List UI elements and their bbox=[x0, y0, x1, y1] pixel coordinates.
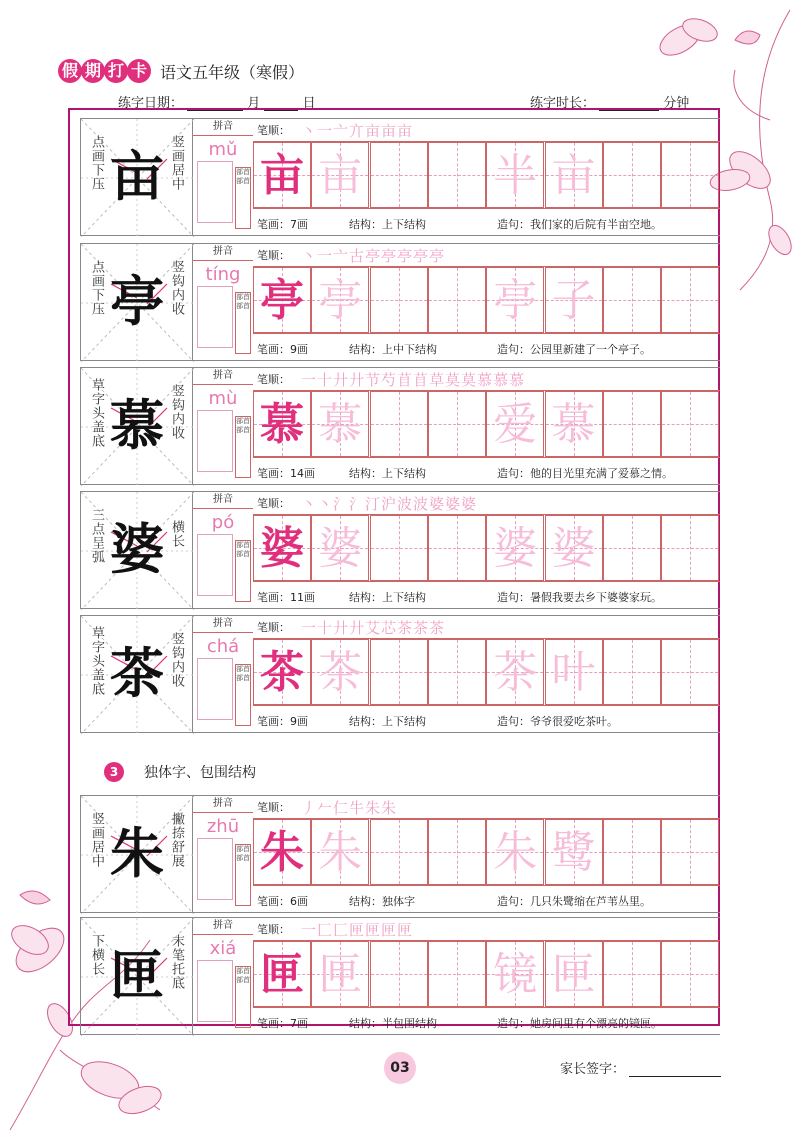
stroke-order-row bbox=[253, 118, 720, 142]
practice-cell[interactable] bbox=[661, 515, 719, 581]
model-character: 朱 bbox=[260, 827, 304, 878]
trace-character: 亭 bbox=[318, 275, 363, 326]
time-unit: 分钟 bbox=[663, 96, 690, 111]
trace-character: 鹭 bbox=[551, 827, 596, 878]
character-practice-block bbox=[80, 615, 720, 733]
practice-grid bbox=[253, 941, 720, 1007]
practice-cell[interactable] bbox=[545, 267, 603, 333]
character-practice-block bbox=[80, 491, 720, 609]
pinyin-label: 拼音 bbox=[193, 119, 253, 136]
writing-tip-right: 竖画居中 bbox=[169, 135, 184, 191]
practice-cell[interactable] bbox=[253, 941, 311, 1007]
stroke-order-label: 笔顺： bbox=[257, 621, 290, 634]
section-number: 3 bbox=[104, 762, 124, 782]
practice-cell[interactable] bbox=[428, 267, 486, 333]
main-character: 亩 bbox=[110, 144, 164, 208]
stroke-count: 笔画：9画 bbox=[257, 343, 308, 356]
practice-cell[interactable] bbox=[311, 391, 369, 457]
example-sentence: 造句：他的目光里充满了爱慕之情。 bbox=[497, 467, 673, 480]
practice-cell[interactable] bbox=[545, 941, 603, 1007]
writing-tip-left: 下横长 bbox=[89, 934, 104, 976]
radical-label: 部首部首 bbox=[235, 167, 251, 229]
trace-character: 半 bbox=[493, 150, 538, 201]
practice-cell[interactable] bbox=[311, 819, 369, 885]
practice-cell[interactable] bbox=[428, 391, 486, 457]
stroke-order-row bbox=[253, 491, 720, 515]
practice-cell[interactable] bbox=[545, 515, 603, 581]
stroke-order-row bbox=[253, 917, 720, 941]
practice-cell[interactable] bbox=[311, 515, 369, 581]
radical-grid[interactable] bbox=[197, 161, 233, 223]
writing-tip-left: 点画下压 bbox=[89, 135, 104, 191]
main-character: 亭 bbox=[110, 269, 164, 333]
practice-cell[interactable] bbox=[603, 515, 661, 581]
pinyin-text: pó bbox=[211, 512, 235, 533]
section-title: 独体字、包围结构 bbox=[144, 765, 256, 781]
radical-label: 部首部首 bbox=[235, 540, 251, 602]
radical-label: 部首部首 bbox=[235, 844, 251, 906]
main-character-box bbox=[80, 917, 193, 1035]
practice-grid bbox=[253, 391, 720, 457]
radical-grid[interactable] bbox=[197, 534, 233, 596]
page-header bbox=[58, 58, 304, 84]
character-practice-block bbox=[80, 367, 720, 485]
practice-cell[interactable] bbox=[661, 941, 719, 1007]
trace-character: 镜 bbox=[493, 949, 538, 1000]
main-character: 婆 bbox=[110, 517, 164, 581]
structure: 结构：独体字 bbox=[349, 895, 415, 908]
stroke-count: 笔画：7画 bbox=[257, 218, 308, 231]
trace-character: 子 bbox=[551, 275, 596, 326]
main-character: 朱 bbox=[110, 821, 164, 885]
writing-tip-left: 三点呈弧 bbox=[89, 508, 104, 564]
character-info-row bbox=[253, 581, 720, 609]
main-character-box bbox=[80, 615, 193, 733]
trace-character: 茶 bbox=[318, 647, 363, 698]
practice-cell[interactable] bbox=[661, 639, 719, 705]
page-number: 03 bbox=[384, 1052, 416, 1084]
stroke-order-row bbox=[253, 243, 720, 267]
pinyin-box bbox=[193, 917, 253, 1035]
practice-cell[interactable] bbox=[253, 515, 311, 581]
practice-cell[interactable] bbox=[370, 391, 428, 457]
writing-tip-right: 竖钩内收 bbox=[169, 260, 184, 316]
practice-cell[interactable] bbox=[486, 391, 544, 457]
practice-cell[interactable] bbox=[311, 142, 369, 208]
month-label: 月 bbox=[247, 96, 261, 111]
trace-character: 婆 bbox=[318, 523, 363, 574]
practice-cell[interactable] bbox=[253, 391, 311, 457]
practice-cell[interactable] bbox=[545, 819, 603, 885]
stroke-order-sequence: 一十廾廾艾芯茶茶茶 bbox=[301, 619, 446, 637]
writing-tip-right: 末笔托底 bbox=[169, 934, 184, 990]
trace-character: 婆 bbox=[551, 523, 596, 574]
example-sentence: 造句：我们家的后院有半亩空地。 bbox=[497, 218, 662, 231]
writing-tip-left: 草字头盖底 bbox=[89, 626, 104, 696]
practice-cell[interactable] bbox=[486, 142, 544, 208]
practice-grid bbox=[253, 515, 720, 581]
radical-grid[interactable] bbox=[197, 838, 233, 900]
practice-cell[interactable] bbox=[370, 639, 428, 705]
stroke-order-label: 笔顺： bbox=[257, 801, 290, 814]
example-sentence: 造句：暑假我要去乡下婆婆家玩。 bbox=[497, 591, 662, 604]
pinyin-text: xiá bbox=[209, 938, 237, 959]
writing-tip-right: 横长 bbox=[169, 520, 184, 548]
structure: 结构：上中下结构 bbox=[349, 343, 437, 356]
main-character-box bbox=[80, 243, 193, 361]
badge-char: 期 bbox=[81, 59, 105, 83]
practice-grid bbox=[253, 819, 720, 885]
practice-cell[interactable] bbox=[603, 819, 661, 885]
practice-cell[interactable] bbox=[661, 391, 719, 457]
writing-tip-right: 竖钩内收 bbox=[169, 632, 184, 688]
day-label: 日 bbox=[302, 96, 316, 111]
model-character: 慕 bbox=[260, 399, 304, 450]
stroke-order-label: 笔顺： bbox=[257, 249, 290, 262]
radical-label: 部首部首 bbox=[235, 416, 251, 478]
pinyin-text: tíng bbox=[205, 264, 241, 285]
radical-grid[interactable] bbox=[197, 960, 233, 1022]
practice-cell[interactable] bbox=[603, 639, 661, 705]
main-character-box bbox=[80, 795, 193, 913]
practice-cell[interactable] bbox=[428, 639, 486, 705]
stroke-count: 笔画：7画 bbox=[257, 1017, 308, 1030]
stroke-order-label: 笔顺： bbox=[257, 373, 290, 386]
practice-cell[interactable] bbox=[603, 267, 661, 333]
practice-cell[interactable] bbox=[486, 941, 544, 1007]
stroke-order-sequence: 丶一亠亣亩亩亩 bbox=[301, 122, 414, 140]
pinyin-label: 拼音 bbox=[193, 368, 253, 385]
example-sentence: 造句：公园里新建了一个亭子。 bbox=[497, 343, 651, 356]
stroke-count: 笔画：11画 bbox=[257, 591, 315, 604]
character-practice-block bbox=[80, 795, 720, 913]
pinyin-box bbox=[193, 615, 253, 733]
stroke-order-row bbox=[253, 367, 720, 391]
practice-grid bbox=[253, 267, 720, 333]
practice-cell[interactable] bbox=[253, 142, 311, 208]
practice-cell[interactable] bbox=[545, 391, 603, 457]
practice-grid bbox=[253, 639, 720, 705]
structure: 结构：上下结构 bbox=[349, 715, 426, 728]
writing-tip-left: 竖画居中 bbox=[89, 812, 104, 868]
main-character: 慕 bbox=[110, 393, 164, 457]
main-character-box bbox=[80, 491, 193, 609]
writing-tip-left: 草字头盖底 bbox=[89, 378, 104, 448]
practice-cell[interactable] bbox=[370, 515, 428, 581]
model-character: 亩 bbox=[260, 150, 304, 201]
example-sentence: 造句：爷爷很爱吃茶叶。 bbox=[497, 715, 618, 728]
stroke-order-sequence: 一匚匚匣匣匣匣 bbox=[301, 921, 414, 939]
radical-label: 部首部首 bbox=[235, 966, 251, 1028]
practice-cell[interactable] bbox=[603, 391, 661, 457]
practice-cell[interactable] bbox=[603, 142, 661, 208]
radical-grid[interactable] bbox=[197, 286, 233, 348]
trace-character: 婆 bbox=[493, 523, 538, 574]
structure: 结构：半包围结构 bbox=[349, 1017, 437, 1030]
practice-cell[interactable] bbox=[428, 941, 486, 1007]
trace-character: 亩 bbox=[318, 150, 363, 201]
pinyin-box bbox=[193, 118, 253, 236]
character-practice-block bbox=[80, 118, 720, 236]
section-header bbox=[104, 760, 256, 784]
pinyin-label: 拼音 bbox=[193, 492, 253, 509]
writing-tip-right: 撇捺舒展 bbox=[169, 812, 184, 868]
practice-grid bbox=[253, 142, 720, 208]
pinyin-text: mù bbox=[208, 388, 238, 409]
pinyin-label: 拼音 bbox=[193, 918, 253, 935]
trace-character: 匣 bbox=[318, 949, 363, 1000]
structure: 结构：上下结构 bbox=[349, 467, 426, 480]
practice-cell[interactable] bbox=[486, 819, 544, 885]
pinyin-box bbox=[193, 491, 253, 609]
pinyin-text: chá bbox=[206, 636, 240, 657]
stroke-count: 笔画：14画 bbox=[257, 467, 315, 480]
writing-tip-left: 点画下压 bbox=[89, 260, 104, 316]
character-practice-block bbox=[80, 917, 720, 1035]
stroke-count: 笔画：9画 bbox=[257, 715, 308, 728]
trace-character: 匣 bbox=[551, 949, 596, 1000]
practice-cell[interactable] bbox=[486, 639, 544, 705]
practice-cell[interactable] bbox=[486, 267, 544, 333]
pinyin-label: 拼音 bbox=[193, 616, 253, 633]
character-info-row bbox=[253, 705, 720, 733]
badge-char: 打 bbox=[104, 59, 128, 83]
holiday-checkin-badge bbox=[58, 59, 150, 83]
radical-label: 部首部首 bbox=[235, 664, 251, 726]
model-character: 茶 bbox=[260, 647, 304, 698]
stroke-order-sequence: 丿𠂉仁牛朱朱 bbox=[301, 799, 398, 817]
trace-character: 朱 bbox=[493, 827, 538, 878]
example-sentence: 造句：她房间里有个漂亮的镜匣。 bbox=[497, 1017, 662, 1030]
radical-label: 部首部首 bbox=[235, 292, 251, 354]
practice-cell[interactable] bbox=[661, 267, 719, 333]
structure: 结构：上下结构 bbox=[349, 591, 426, 604]
pinyin-label: 拼音 bbox=[193, 244, 253, 261]
character-info-row bbox=[253, 885, 720, 913]
practice-cell[interactable] bbox=[311, 639, 369, 705]
trace-character: 爱 bbox=[493, 399, 538, 450]
pinyin-text: mǔ bbox=[208, 139, 238, 160]
time-label: 练字时长： bbox=[530, 96, 596, 111]
radical-grid[interactable] bbox=[197, 410, 233, 472]
badge-char: 假 bbox=[58, 59, 82, 83]
character-practice-block bbox=[80, 243, 720, 361]
stroke-order-row bbox=[253, 615, 720, 639]
pinyin-box bbox=[193, 367, 253, 485]
badge-char: 卡 bbox=[127, 59, 151, 83]
practice-cell[interactable] bbox=[486, 515, 544, 581]
signature-blank[interactable] bbox=[629, 1062, 721, 1077]
practice-cell[interactable] bbox=[603, 941, 661, 1007]
stroke-order-label: 笔顺： bbox=[257, 124, 290, 137]
practice-cell[interactable] bbox=[661, 819, 719, 885]
radical-grid[interactable] bbox=[197, 658, 233, 720]
practice-cell[interactable] bbox=[253, 639, 311, 705]
date-label: 练字日期： bbox=[118, 96, 184, 111]
example-sentence: 造句：几只朱鹭缩在芦苇丛里。 bbox=[497, 895, 651, 908]
practice-cell[interactable] bbox=[253, 819, 311, 885]
practice-cell[interactable] bbox=[545, 142, 603, 208]
pinyin-text: zhū bbox=[206, 816, 240, 837]
signature-label: 家长签字： bbox=[560, 1062, 626, 1077]
character-info-row bbox=[253, 457, 720, 485]
practice-cell[interactable] bbox=[311, 267, 369, 333]
practice-cell[interactable] bbox=[370, 267, 428, 333]
character-info-row bbox=[253, 333, 720, 361]
trace-character: 亭 bbox=[493, 275, 538, 326]
trace-character: 慕 bbox=[551, 399, 596, 450]
stroke-order-sequence: 一十廾廾节芍苜苜草莫莫慕慕慕 bbox=[301, 371, 526, 389]
trace-character: 朱 bbox=[318, 827, 363, 878]
stroke-order-row bbox=[253, 795, 720, 819]
parent-signature-row bbox=[560, 1058, 721, 1077]
writing-tip-right: 竖钩内收 bbox=[169, 384, 184, 440]
practice-cell[interactable] bbox=[311, 941, 369, 1007]
practice-cell[interactable] bbox=[545, 639, 603, 705]
practice-cell[interactable] bbox=[253, 267, 311, 333]
pinyin-box bbox=[193, 795, 253, 913]
trace-character: 叶 bbox=[551, 647, 596, 698]
practice-cell[interactable] bbox=[370, 142, 428, 208]
trace-character: 慕 bbox=[318, 399, 363, 450]
stroke-order-sequence: 丶一亠古亭亭亭亭亭 bbox=[301, 247, 446, 265]
practice-cell[interactable] bbox=[661, 142, 719, 208]
model-character: 亭 bbox=[260, 275, 304, 326]
page-title: 语文五年级（寒假） bbox=[160, 62, 305, 82]
stroke-order-label: 笔顺： bbox=[257, 497, 290, 510]
trace-character: 亩 bbox=[551, 150, 596, 201]
model-character: 婆 bbox=[260, 523, 304, 574]
main-character-box bbox=[80, 118, 193, 236]
trace-character: 茶 bbox=[493, 647, 538, 698]
stroke-order-label: 笔顺： bbox=[257, 923, 290, 936]
stroke-count: 笔画：6画 bbox=[257, 895, 308, 908]
model-character: 匣 bbox=[260, 949, 304, 1000]
character-info-row bbox=[253, 1007, 720, 1035]
main-character: 匣 bbox=[110, 943, 164, 1007]
practice-cell[interactable] bbox=[428, 819, 486, 885]
practice-cell[interactable] bbox=[428, 515, 486, 581]
pinyin-box bbox=[193, 243, 253, 361]
stroke-order-sequence: 丶丶氵氵汀沪波波婆婆婆 bbox=[301, 495, 478, 513]
practice-cell[interactable] bbox=[370, 819, 428, 885]
pinyin-label: 拼音 bbox=[193, 796, 253, 813]
structure: 结构：上下结构 bbox=[349, 218, 426, 231]
main-character-box bbox=[80, 367, 193, 485]
character-info-row bbox=[253, 208, 720, 236]
practice-cell[interactable] bbox=[370, 941, 428, 1007]
main-character: 茶 bbox=[110, 641, 164, 705]
practice-cell[interactable] bbox=[428, 142, 486, 208]
